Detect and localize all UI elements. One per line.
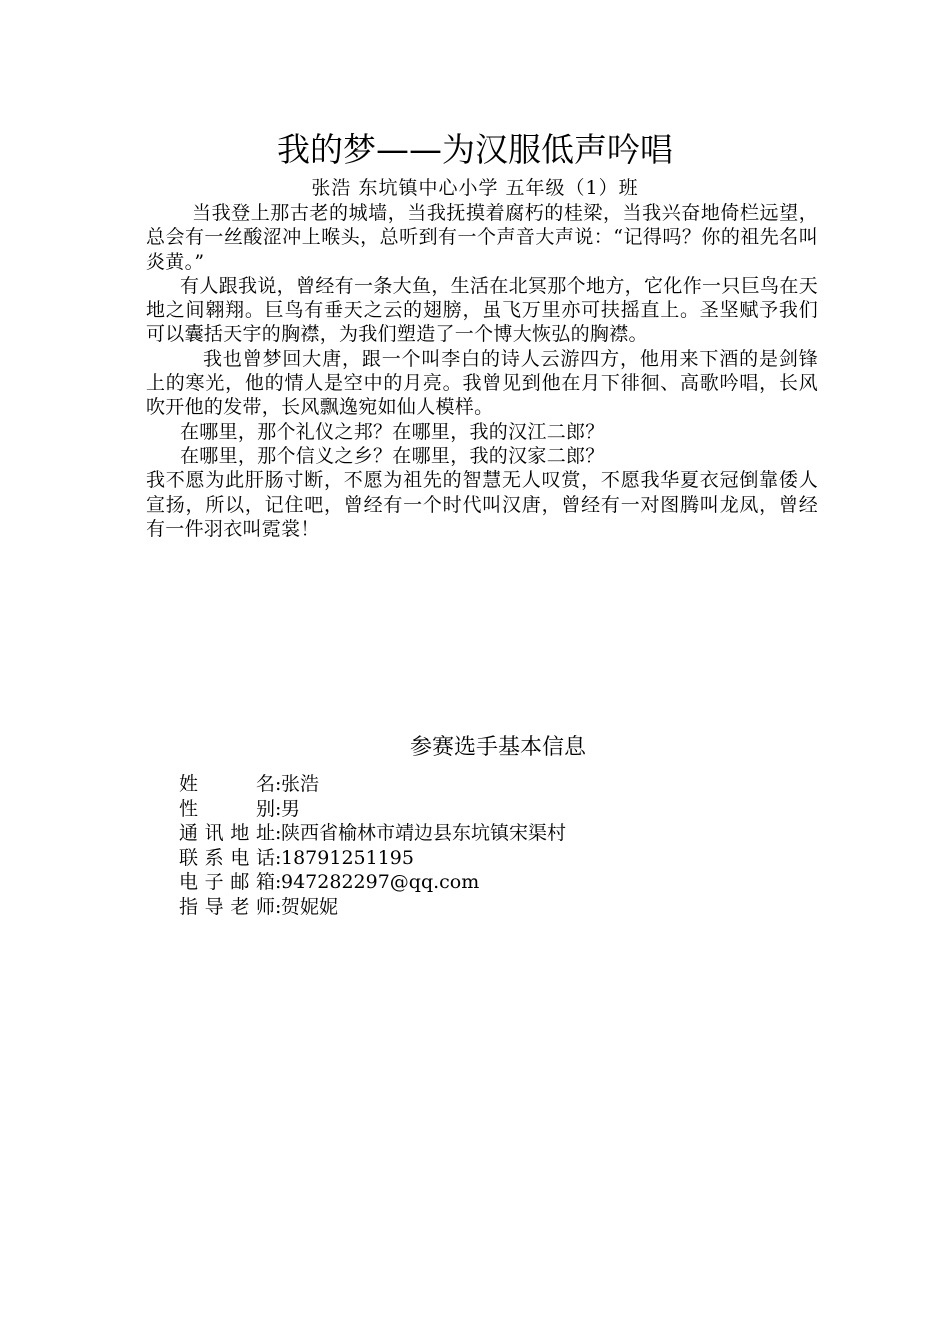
info-label: 电子邮箱 [179, 871, 275, 894]
info-colon: : [275, 822, 282, 845]
info-section-title: 参赛选手基本信息 [409, 735, 586, 760]
info-value: 贺妮妮 [281, 895, 339, 918]
essay-paragraph: 在哪里，那个信义之乡？在哪里，我的汉家二郎？ [180, 444, 605, 467]
contestant-info [179, 772, 566, 920]
info-colon: : [275, 871, 282, 894]
essay-paragraph: 在哪里，那个礼仪之邦？在哪里，我的汉江二郎？ [180, 420, 605, 443]
info-value: 18791251195 [281, 846, 414, 869]
info-label: 通讯地址 [179, 822, 275, 845]
info-value: 男 [281, 797, 301, 820]
info-row-name [179, 772, 566, 797]
info-label: 指导老师 [179, 895, 275, 918]
essay-body [146, 201, 818, 541]
info-value: 947282297@qq.com [281, 871, 480, 894]
info-colon: : [275, 846, 282, 869]
info-row-teacher [179, 895, 566, 920]
essay-paragraph: 我也曾梦回大唐，跟一个叫李白的诗人云游四方，他用来下酒的是剑锋上的寒光，他的情人是空中的月亮。我曾见到他在月下徘徊、高歌吟唱，长风吹开他的发带，长风飘逸宛如仙人模样。 [146, 347, 818, 419]
info-label: 性别 [179, 797, 275, 820]
author-byline: 张浩 东坑镇中心小学 五年级（1）班 [311, 177, 639, 199]
info-colon: : [275, 895, 282, 918]
info-row-gender [179, 797, 566, 822]
info-row-email [179, 870, 566, 895]
info-row-address [179, 821, 566, 846]
essay-paragraph: 当我登上那古老的城墙，当我抚摸着腐朽的桂梁，当我兴奋地倚栏远望，总会有一丝酸涩冲上喉头，总听到有一个声音大声说：“记得吗？你的祖先名叫炎黄。” [146, 202, 818, 273]
essay-paragraph: 有人跟我说，曾经有一条大鱼，生活在北冥那个地方，它化作一只巨鸟在天地之间翱翔。巨鸟有垂天之云的翅膀，虽飞万里亦可扶摇直上。圣坚赋予我们可以囊括天宇的胸襟，为我们塑造了一个博大恢弘的胸襟。 [146, 274, 818, 346]
info-value: 张浩 [281, 773, 320, 795]
info-row-phone [179, 846, 566, 871]
info-label: 姓名 [179, 773, 275, 795]
info-value: 陕西省榆林市靖边县东坑镇宋渠村 [281, 822, 567, 845]
essay-paragraph: 我不愿为此肝肠寸断，不愿为祖先的智慧无人叹赏，不愿我华夏衣冠倒靠倭人宣扬，所以，记住吧，曾经有一个时代叫汉唐，曾经有一对图腾叫龙凤，曾经有一件羽衣叫霓裳！ [146, 469, 818, 540]
essay-title: 我的梦——为汉服低声吟唱 [277, 130, 673, 169]
info-colon: : [275, 773, 282, 795]
info-colon: : [275, 797, 282, 820]
info-label: 联系电话 [179, 846, 275, 869]
